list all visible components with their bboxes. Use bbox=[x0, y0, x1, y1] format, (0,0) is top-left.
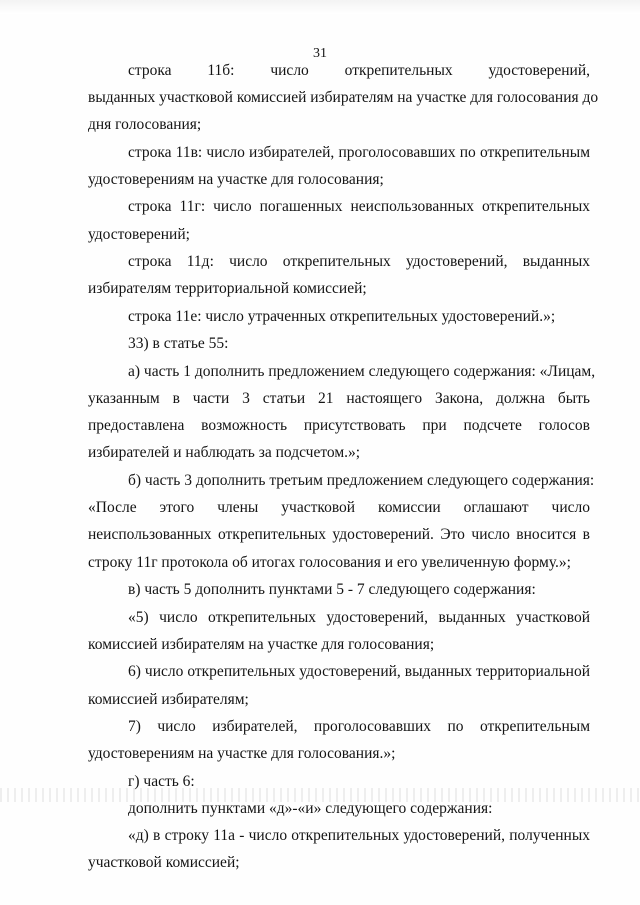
text-line: «д) в строку 11а - число открепительных удостоверений, полученных bbox=[128, 827, 590, 844]
text-line: комиссией избирателям на участке для голосования; bbox=[88, 636, 435, 653]
text-line: г) часть 6: bbox=[128, 773, 195, 790]
text-line: 6) число открепительных удостоверений, выданных территориальной bbox=[128, 663, 590, 680]
text-line: «После этого члены участковой комиссии оглашают число bbox=[88, 499, 590, 516]
text-line: выданных участковой комиссией избирателям на участке для голосования до bbox=[88, 89, 599, 106]
text-line: комиссией избирателям; bbox=[88, 691, 249, 708]
text-line: строка 11б: число открепительных удостоверений, bbox=[128, 62, 590, 79]
text-line: строка 11д: число открепительных удостоверений, выданных bbox=[128, 253, 590, 270]
text-line: предоставлена возможность присутствовать при подсчете голосов bbox=[88, 417, 590, 434]
text-line: удостоверениям на участке для голосования.»; bbox=[88, 745, 396, 762]
text-line: строка 11в: число избирателей, проголосовавших по открепительным bbox=[128, 144, 590, 161]
text-line: дополнить пунктами «д»-«и» следующего содержания: bbox=[128, 800, 493, 817]
text-line: строка 11е: число утраченных открепительных удостоверений.»; bbox=[128, 308, 556, 325]
text-line: удостоверениям на участке для голосования; bbox=[88, 171, 384, 188]
text-line: строку 11г протокола об итогах голосования и его увеличенную форму.»; bbox=[88, 554, 571, 571]
text-line: б) часть 3 дополнить третьим предложением следующего содержания: bbox=[128, 472, 595, 489]
text-line: удостоверений; bbox=[88, 226, 190, 243]
text-line: указанным в части 3 статьи 21 настоящего Закона, должна быть bbox=[88, 390, 590, 407]
text-line: а) часть 1 дополнить предложением следующего содержания: «Лицам, bbox=[128, 363, 596, 380]
text-line: 33) в статье 55: bbox=[128, 335, 229, 352]
text-line: избирателей и наблюдать за подсчетом.»; bbox=[88, 444, 361, 461]
text-line: дня голосования; bbox=[88, 116, 202, 133]
scan-edge-top bbox=[0, 0, 640, 14]
text-line: избирателям территориальной комиссией; bbox=[88, 280, 367, 297]
text-line: участковой комиссией; bbox=[88, 854, 240, 871]
text-line: в) часть 5 дополнить пунктами 5 - 7 следующего содержания: bbox=[128, 581, 536, 598]
text-line: 7) число избирателей, проголосовавших по открепительным bbox=[128, 718, 590, 735]
text-line: строка 11г: число погашенных неиспользованных открепительных bbox=[128, 198, 590, 215]
page-number: 31 bbox=[313, 46, 327, 61]
text-line: «5) число открепительных удостоверений, выданных участковой bbox=[128, 609, 590, 626]
text-line: неиспользованных открепительных удостоверений. Это число вносится в bbox=[88, 526, 590, 543]
